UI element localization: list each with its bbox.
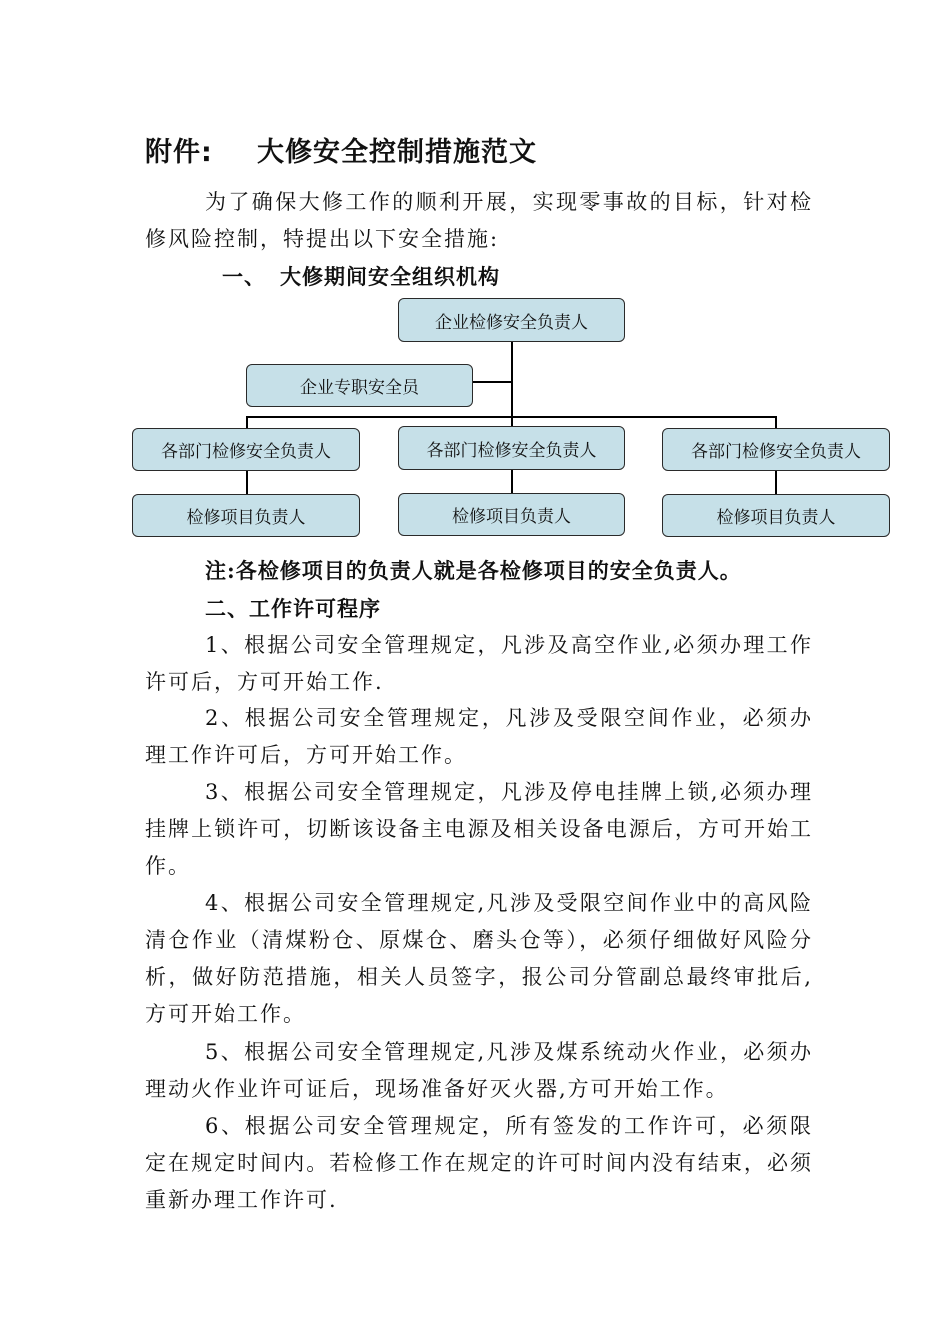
item-5: 5、根据公司安全管理规定,凡涉及煤系统动火作业，必须办理动火作业许可证后，现场准备好灭火器,方可开始工作。 [145,1040,813,1101]
title-text: 大修安全控制措施范文 [257,137,537,168]
title-label: 附件: [145,137,213,168]
org-link-right [775,470,777,494]
item-3: 3、根据公司安全管理规定，凡涉及停电挂牌上锁,必须办理挂牌上锁许可，切断该设备主电源及相关设备电源后，方可开始工作。 [145,780,813,878]
section2-heading: 二、工作许可程序 [205,596,381,621]
document-title [145,130,537,169]
org-drop-line-center [511,416,513,426]
org-link-left [246,470,248,494]
org-link-center [511,470,513,494]
section1-number: 一、 [222,264,266,289]
section1-heading [222,261,500,291]
item-6: 6、根据公司安全管理规定，所有签发的工作许可，必须限定在规定时间内。若检修工作在规定的许可时间内没有结束，必须重新办理工作许可. [145,1114,813,1212]
intro-paragraph: 为了确保大修工作的顺利开展，实现零事故的目标，针对检修风险控制，特提出以下安全措施: [145,190,813,251]
note-text: 注:各检修项目的负责人就是各检修项目的安全负责人。 [205,558,742,583]
section1-title: 大修期间安全组织机构 [280,264,500,289]
org-box-top: 企业检修安全负责人 [398,298,625,342]
org-chart [130,298,894,540]
item-1: 1、根据公司安全管理规定，凡涉及高空作业,必须办理工作许可后，方可开始工作. [145,633,813,694]
org-box-dept-head-3: 各部门检修安全负责人 [662,428,890,471]
org-box-project-3: 检修项目负责人 [662,494,890,537]
org-box-officer: 企业专职安全员 [246,364,473,407]
item-2: 2、根据公司安全管理规定，凡涉及受限空间作业，必须办理工作许可后，方可开始工作。 [145,706,813,767]
org-drop-line-right [775,416,777,428]
org-drop-line-left [246,416,248,428]
org-trunk-line [511,342,513,426]
org-box-project-2: 检修项目负责人 [398,493,625,536]
org-box-project-1: 检修项目负责人 [132,494,360,537]
item-4: 4、根据公司安全管理规定,凡涉及受限空间作业中的高风险清仓作业（清煤粉仓、原煤仓、磨头仓等），必须仔细做好风险分析，做好防范措施，相关人员签字，报公司分管副总最终审批后,方可开始工作。 [145,891,813,1026]
org-box-dept-head-2: 各部门检修安全负责人 [398,426,625,470]
org-officer-line [472,381,512,383]
org-box-dept-head-1: 各部门检修安全负责人 [132,428,360,471]
